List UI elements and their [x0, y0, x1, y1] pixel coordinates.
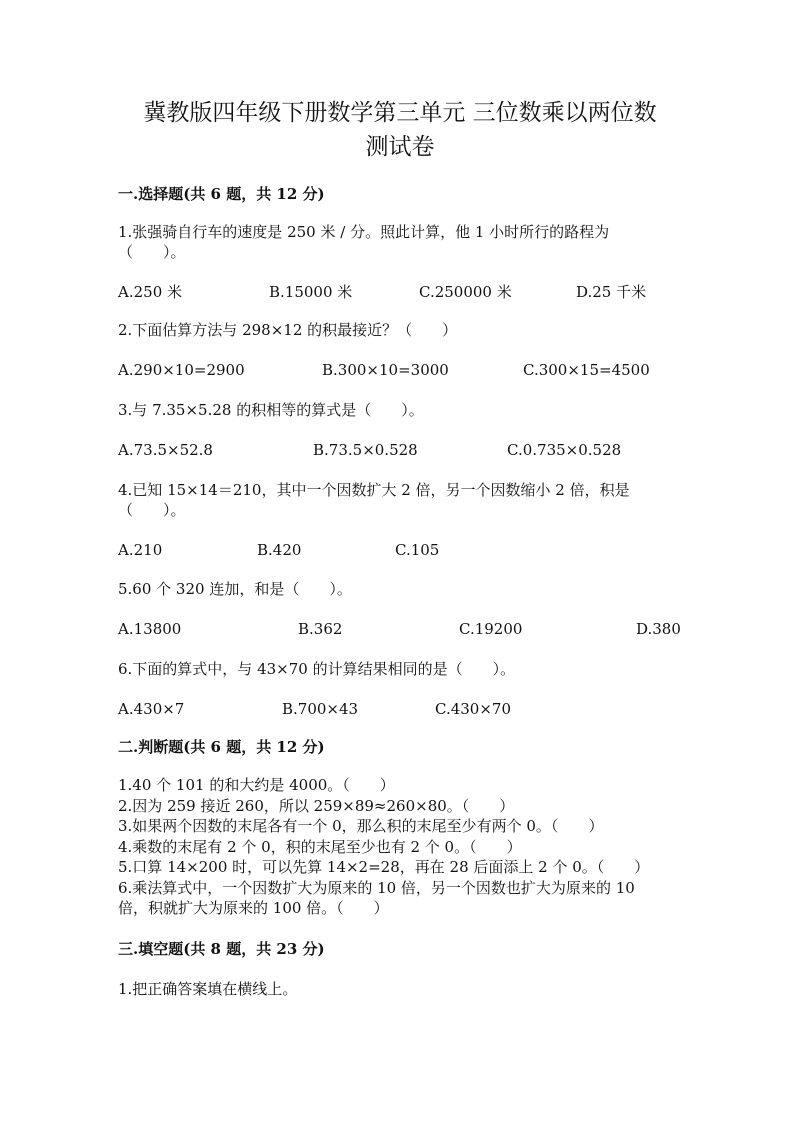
question-6-stem: 6.下面的算式中，与 43×70 的计算结果相同的是（ ）。	[118, 660, 516, 678]
option-b[interactable]: B.73.5×0.528	[313, 441, 418, 459]
judge-item: 6.乘法算式中，一个因数扩大为原来的 10 倍，另一个因数也扩大为原来的 10	[118, 878, 635, 897]
option-b[interactable]: B.700×43	[282, 700, 359, 718]
question-2-stem: 2.下面估算方法与 298×12 的积最接近？（ ）	[118, 321, 458, 339]
question-4-stem: 4.已知 15×14＝210，其中一个因数扩大 2 倍，另一个因数缩小 2 倍，积是 （ ）。	[118, 481, 630, 519]
title-line-2: 测试卷	[365, 134, 435, 160]
option-c[interactable]: C.430×70	[435, 700, 511, 718]
question-3-options	[118, 440, 682, 460]
judge-item: 2.因为 259 接近 260，所以 259×89≈260×80。（ ）	[118, 796, 515, 815]
option-a[interactable]: A.250 米	[118, 283, 182, 301]
judge-item: 5.口算 14×200 时，可以先算 14×2=28，再在 28 后面添上 2 个 0。（ ）	[118, 858, 650, 876]
judge-item-continuation: 倍，积就扩大为原来的 100 倍。（ ）	[118, 899, 389, 917]
question-1-stem: 1.张强骑自行车的速度是 250 米 / 分。照此计算，他 1 小时所行的路程为 （ ）。	[118, 223, 610, 261]
option-b[interactable]: B.15000 米	[269, 283, 353, 301]
section-heading-judge: 二.判断题(共 6 题，共 12 分)	[118, 738, 325, 756]
option-a[interactable]: A.210	[118, 541, 163, 559]
option-b[interactable]: B.420	[257, 541, 302, 559]
option-c[interactable]: C.19200	[459, 620, 523, 638]
option-c[interactable]: C.0.735×0.528	[507, 441, 622, 459]
option-d[interactable]: D.25 千米	[576, 283, 647, 301]
judge-item: 1.40 个 101 的和大约是 4000。（ ）	[118, 776, 395, 794]
option-d[interactable]: D.380	[636, 620, 681, 638]
option-c[interactable]: C.105	[395, 541, 440, 559]
option-c[interactable]: C.250000 米	[419, 283, 512, 301]
option-a[interactable]: A.13800	[118, 620, 182, 638]
option-a[interactable]: A.430×7	[118, 700, 185, 718]
section-heading-choice: 一.选择题(共 6 题，共 12 分)	[118, 185, 325, 203]
title-line-1: 冀教版四年级下册数学第三单元 三位数乘以两位数	[143, 100, 657, 126]
option-b[interactable]: B.362	[298, 620, 343, 638]
judge-item: 4.乘数的末尾有 2 个 0，积的末尾至少也有 2 个 0。（ ）	[118, 837, 522, 856]
question-1-options	[118, 282, 682, 302]
question-4-options	[118, 540, 682, 560]
option-a[interactable]: A.290×10=2900	[118, 361, 245, 379]
question-6-options	[118, 699, 682, 719]
question-5-options	[118, 619, 682, 639]
judge-list	[118, 775, 682, 919]
question-3-stem: 3.与 7.35×5.28 的积相等的算式是（ ）。	[118, 401, 424, 419]
option-c[interactable]: C.300×15=4500	[523, 361, 650, 379]
question-5-stem: 5.60 个 320 连加，和是（ ）。	[118, 580, 352, 598]
section-heading-fill: 三.填空题(共 8 题，共 23 分)	[118, 939, 325, 958]
question-2-options	[118, 360, 682, 380]
page-title	[118, 0, 682, 164]
option-a[interactable]: A.73.5×52.8	[118, 441, 213, 459]
judge-item: 3.如果两个因数的末尾各有一个 0，那么积的末尾至少有两个 0。（ ）	[118, 817, 604, 835]
option-b[interactable]: B.300×10=3000	[322, 361, 449, 379]
fill-question-1: 1.把正确答案填在横线上。	[118, 979, 298, 998]
